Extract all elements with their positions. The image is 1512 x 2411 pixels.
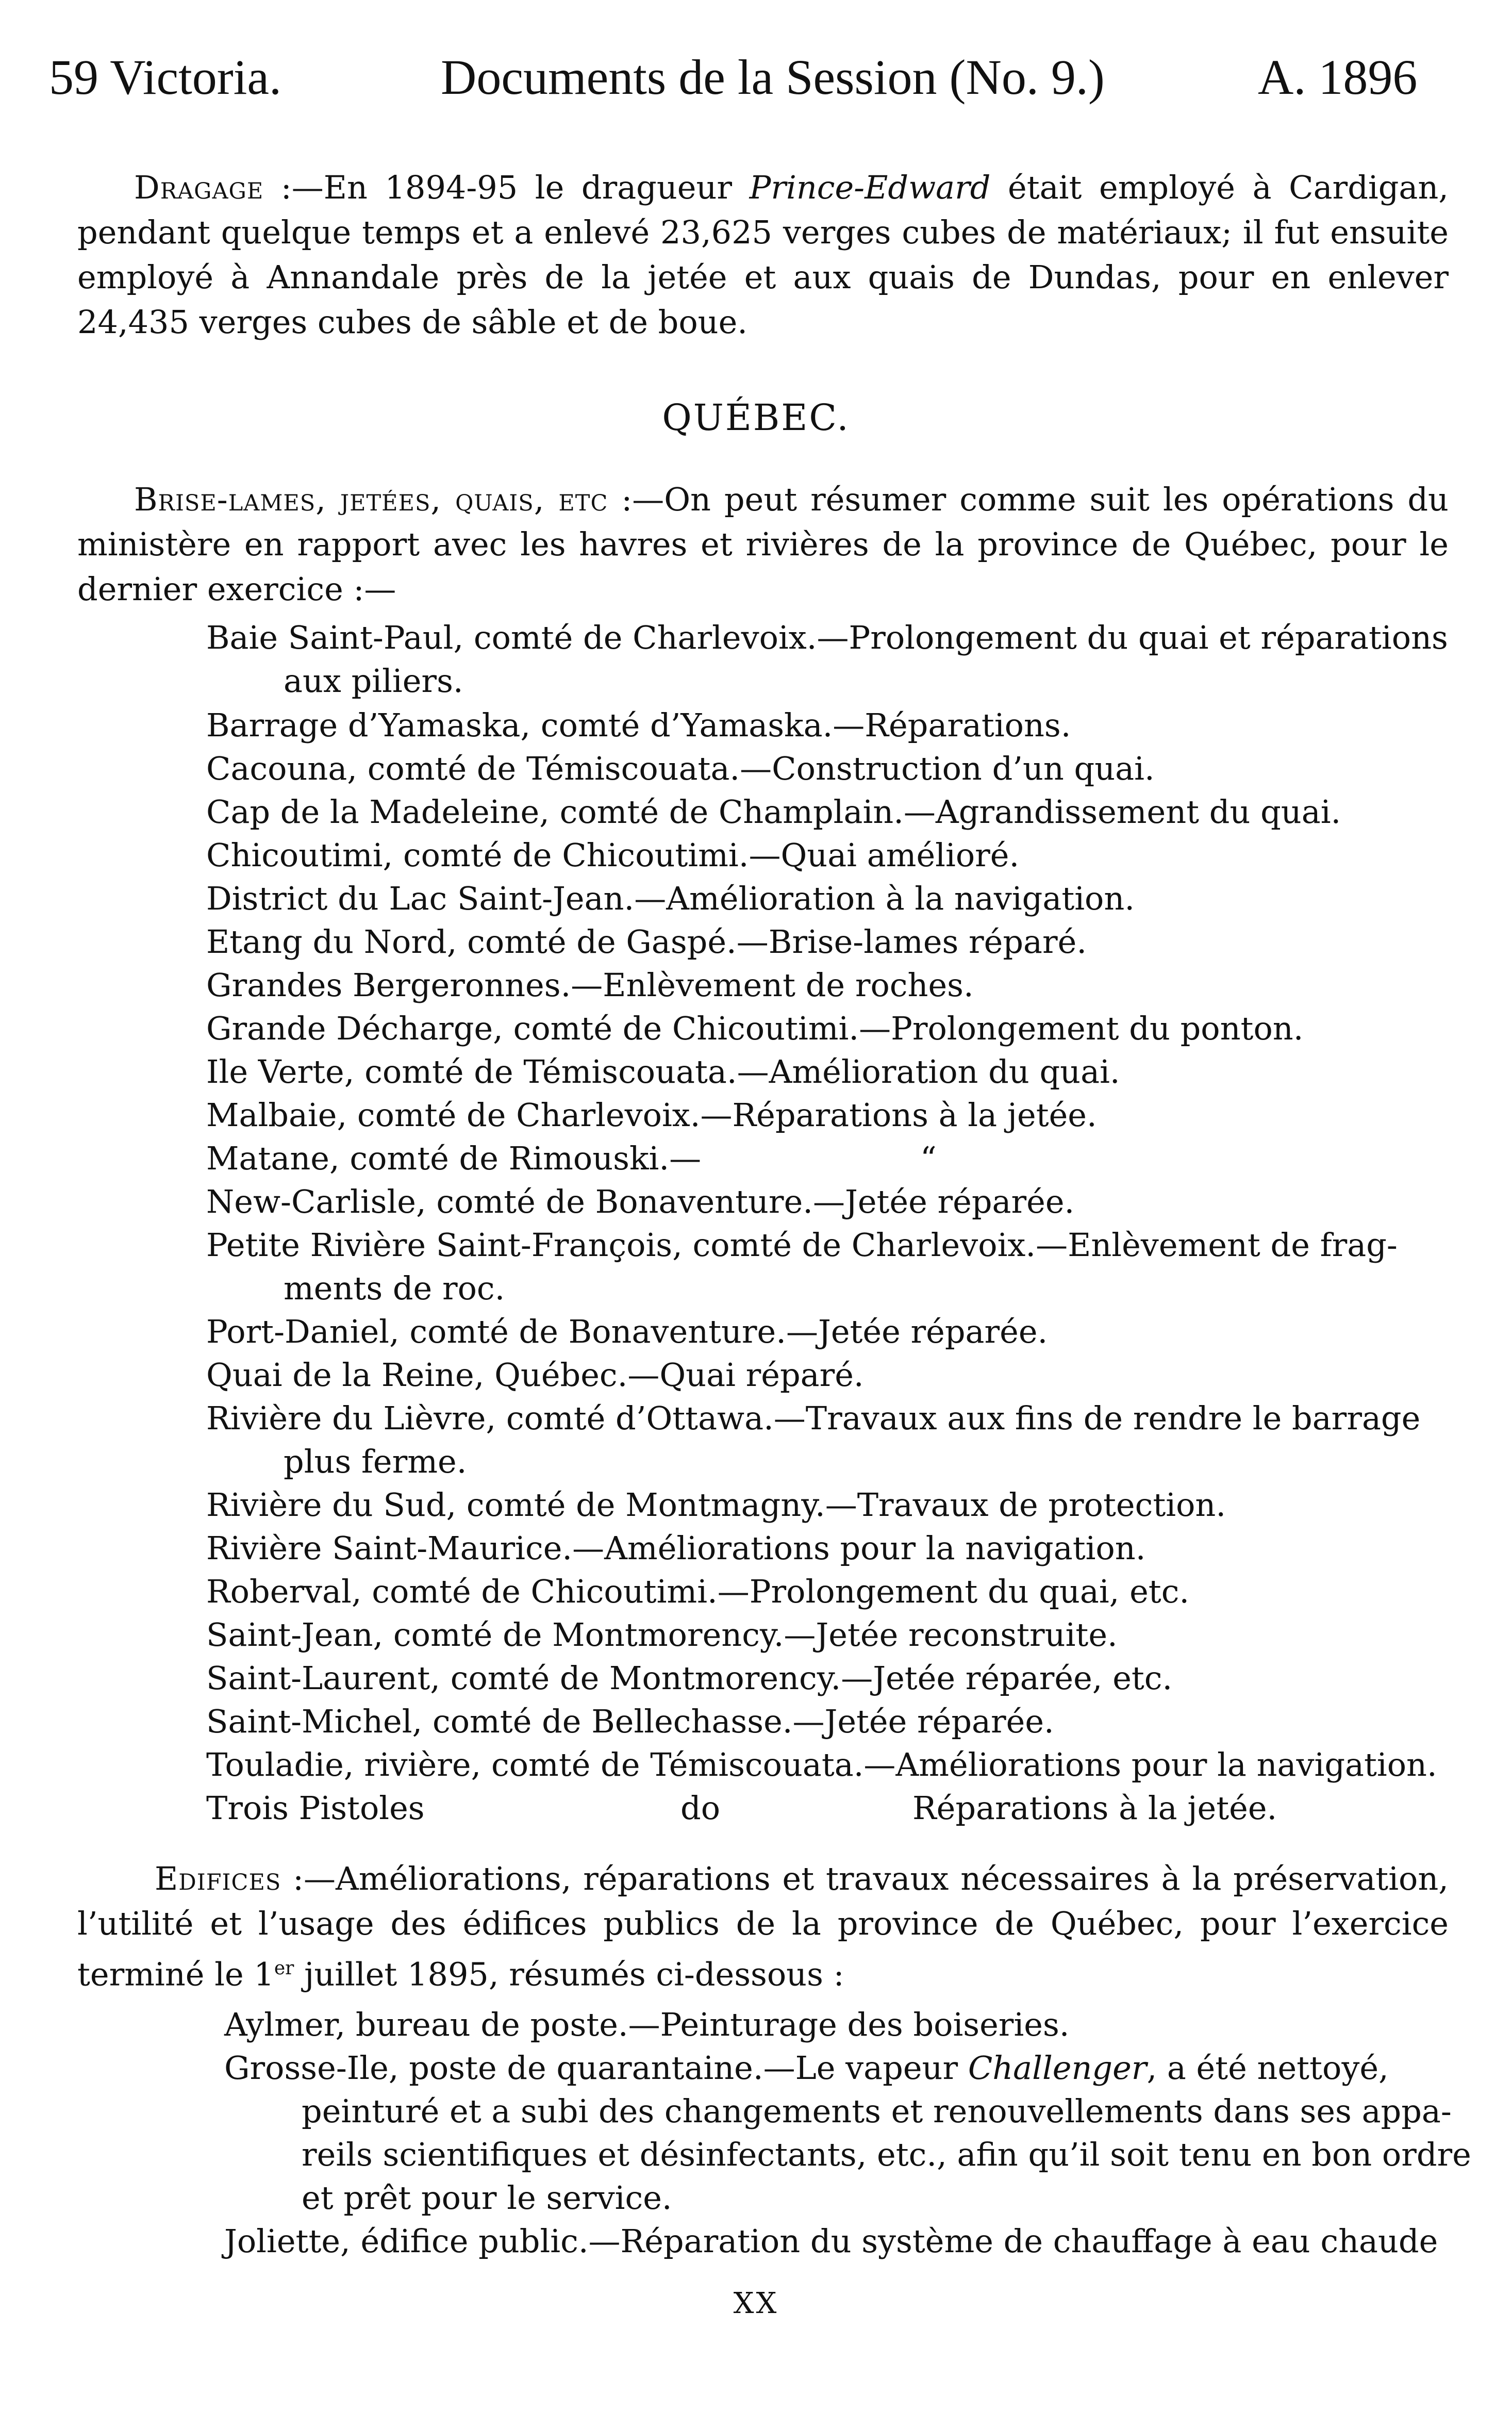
list-item: Barrage d’Yamaska, comté d’Yamaska.—Réparations. [206, 706, 1071, 744]
brise-lames-paragraph [77, 477, 1449, 612]
trois-pistoles-name: Trois Pistoles [206, 1789, 425, 1827]
list-item: Touladie, rivière, comté de Témiscouata.—Améliorations pour la navigation. [206, 1746, 1437, 1784]
list-item: Etang du Nord, comté de Gaspé.—Brise-lames réparé. [206, 923, 1087, 961]
header-year: A. 1896 [1258, 49, 1418, 105]
list-item: Aylmer, bureau de poste.—Peinturage des boiseries. [224, 2006, 1070, 2043]
ditto-mark: “ [920, 1140, 937, 1177]
list-item: Grande Décharge, comté de Chicoutimi.—Prolongement du ponton. [206, 1010, 1304, 1047]
list-item: Cacouna, comté de Témiscouata.—Construction d’un quai. [206, 750, 1155, 787]
brise-lames-text: :—On peut résumer comme suit les opérations du ministère en rapport avec les havres et rivières de la province de Québec, pour le dernier exercice :— [77, 481, 1449, 608]
dragage-paragraph [77, 165, 1449, 344]
list-item [206, 1787, 1277, 1830]
section-heading-quebec: QUÉBEC. [662, 397, 850, 439]
header-session-year: 59 Victoria. [49, 49, 282, 105]
list-item: Roberval, comté de Chicoutimi.—Prolongement du quai, etc. [206, 1573, 1190, 1610]
list-item: Malbaie, comté de Charlevoix.—Réparations à la jetée. [206, 1096, 1097, 1134]
list-item: Petite Rivière Saint-François, comté de Charlevoix.—Enlèvement de frag- ments de roc. [206, 1226, 1398, 1307]
trois-pistoles-work: Réparations à la jetée. [912, 1789, 1277, 1827]
list-item: Matane, comté de Rimouski.— “ [206, 1137, 701, 1180]
list-item: Saint-Jean, comté de Montmorency.—Jetée reconstruite. [206, 1616, 1118, 1654]
list-item: Grandes Bergeronnes.—Enlèvement de roches. [206, 966, 974, 1004]
dragage-text-after: était employé à Cardigan, pendant quelque temps et a enlevé 23,625 verges cubes de matériaux; il fut ensuite employé à Annandale près de la jetée et aux quais de Dundas, pour en enlever 24,435 verges cubes de sâble et de boue. [77, 169, 1449, 341]
dragage-vessel-name: Prince-Edward [749, 169, 991, 206]
dragage-lead: Dragage [134, 169, 264, 206]
list-item: Ile Verte, comté de Témiscouata.—Amélioration du quai. [206, 1053, 1120, 1091]
ditto-mark: do [680, 1789, 721, 1827]
header-title: Documents de la Session (No. 9.) [441, 49, 1105, 105]
list-item: Joliette, édifice public.—Réparation du système de chauffage à eau chaude [224, 2222, 1438, 2260]
grosse-ile-vessel-name: Challenger [968, 2049, 1147, 2087]
edifices-lead: Edifices [155, 1860, 281, 1897]
list-item: Cap de la Madeleine, comté de Champlain.—Agrandissement du quai. [206, 793, 1341, 831]
list-item: Rivière Saint-Maurice.—Améliorations pour la navigation. [206, 1529, 1146, 1567]
brise-lames-lead: Brise-lames, jetées, quais, etc [134, 481, 608, 518]
list-item: Saint-Laurent, comté de Montmorency.—Jetée réparée, etc. [206, 1659, 1173, 1697]
list-item: Port-Daniel, comté de Bonaventure.—Jetée réparée. [206, 1313, 1048, 1350]
dragage-text-before: :—En 1894-95 le dragueur [263, 169, 750, 206]
page-folio: XX [733, 2287, 779, 2320]
list-item: Quai de la Reine, Québec.—Quai réparé. [206, 1356, 864, 1394]
list-item: New-Carlisle, comté de Bonaventure.—Jetée réparée. [206, 1183, 1075, 1220]
list-item: Saint-Michel, comté de Bellechasse.—Jetée réparée. [206, 1703, 1054, 1740]
edifices-paragraph: Edifices :—Améliorations, réparations et travaux nécessaires à la préservation, l’utilité et l’usage des édifices publics de la province de Québec, pour l’exercice terminé le 1er juillet 1895, résumés ci-dessous : [77, 1860, 1449, 1993]
list-item: Rivière du Lièvre, comté d’Ottawa.—Travaux aux fins de rendre le barrage plus ferme. [206, 1399, 1421, 1480]
list-item: Grosse-Ile, poste de quarantaine.—Le vapeur Challenger, a été nettoyé, peinturé et a subi des changements et renouvellements dans ses appa- reils scientifiques et désinfectants, etc., afin qu’il soit tenu en bon ordre et prêt pour le service. [224, 2049, 1471, 2217]
list-item: District du Lac Saint-Jean.—Amélioration à la navigation. [206, 880, 1135, 917]
list-item: Chicoutimi, comté de Chicoutimi.—Quai amélioré. [206, 836, 1020, 874]
list-item: Baie Saint-Paul, comté de Charlevoix.—Prolongement du quai et réparations aux piliers. [206, 619, 1448, 700]
list-item: Rivière du Sud, comté de Montmagny.—Travaux de protection. [206, 1486, 1226, 1524]
